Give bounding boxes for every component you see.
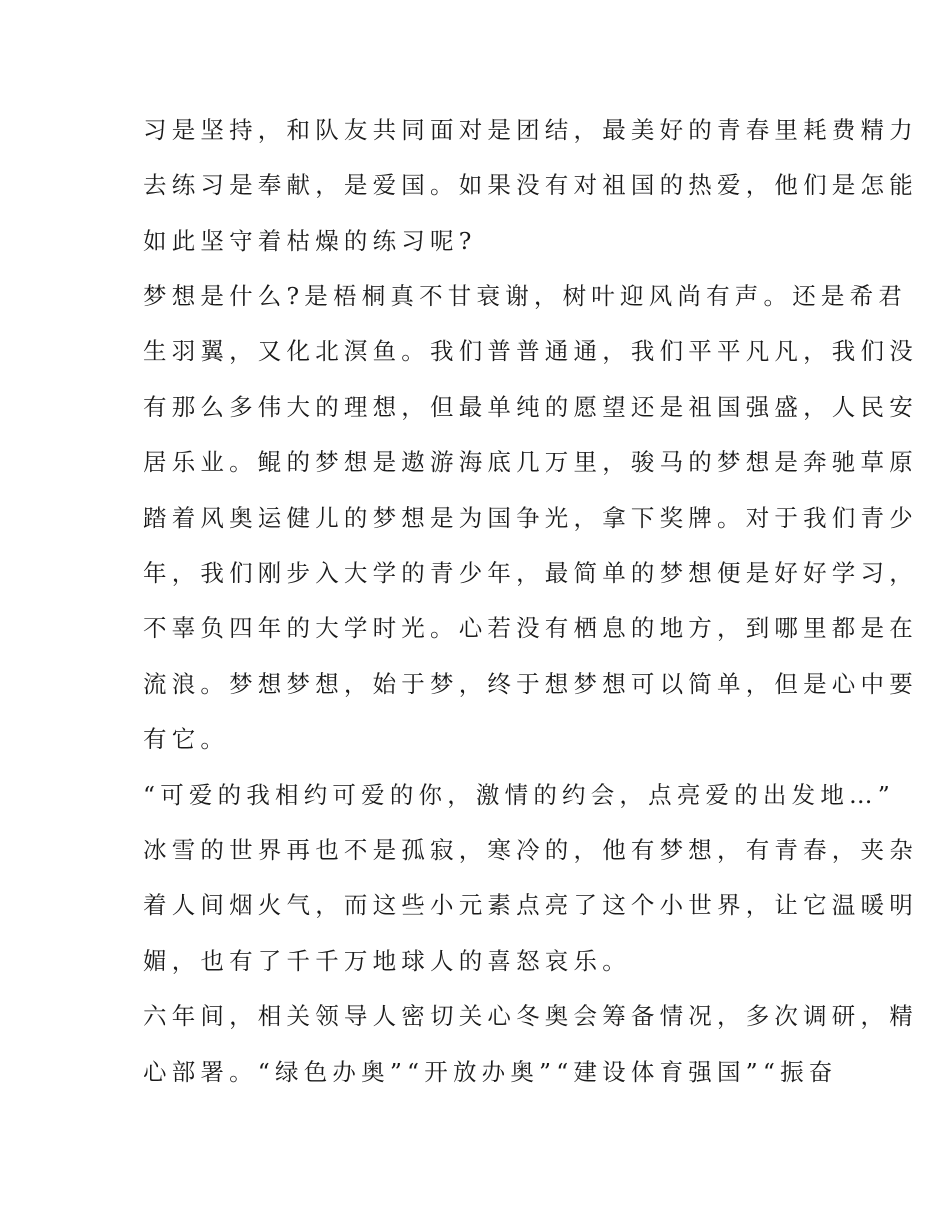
text-line: 冰雪的世界再也不是孤寂，寒冷的，他有梦想，有青春，夹杂 [143, 836, 918, 864]
text-line: 流浪。梦想梦想，始于梦，终于想梦想可以简单，但是心中要 [143, 670, 918, 698]
text-line: 不辜负四年的大学时光。心若没有栖息的地方，到哪里都是在 [143, 614, 918, 642]
text-line: 如此坚守着枯燥的练习呢? [143, 227, 477, 255]
text-line: 梦想是什么?是梧桐真不甘衰谢，树叶迎风尚有声。还是希君 [143, 282, 907, 310]
text-line: 心部署。“绿色办奥”“开放办奥”“建设体育强国”“振奋 [143, 1058, 838, 1086]
text-line: 去练习是奉献，是爱国。如果没有对祖国的热爱，他们是怎能 [143, 171, 918, 199]
text-line: “可爱的我相约可爱的你，激情的约会，点亮爱的出发地…” [143, 781, 895, 809]
text-line: 习是坚持，和队友共同面对是团结，最美好的青春里耗费精力 [143, 116, 918, 144]
text-line: 六年间，相关领导人密切关心冬奥会筹备情况，多次调研，精 [143, 1002, 918, 1030]
text-line: 有它。 [143, 725, 230, 753]
text-line: 着人间烟火气，而这些小元素点亮了这个小世界，让它温暖明 [143, 891, 918, 919]
text-line: 生羽翼，又化北溟鱼。我们普普通通，我们平平凡凡，我们没 [143, 337, 918, 365]
text-line: 踏着风奥运健儿的梦想是为国争光，拿下奖牌。对于我们青少 [143, 504, 918, 532]
text-line: 年，我们刚步入大学的青少年，最简单的梦想便是好好学习， [143, 559, 918, 587]
text-line: 有那么多伟大的理想，但最单纯的愿望还是祖国强盛，人民安 [143, 393, 918, 421]
text-line: 居乐业。鲲的梦想是遨游海底几万里，骏马的梦想是奔驰草原 [143, 448, 918, 476]
text-line: 媚，也有了千千万地球人的喜怒哀乐。 [143, 947, 631, 975]
